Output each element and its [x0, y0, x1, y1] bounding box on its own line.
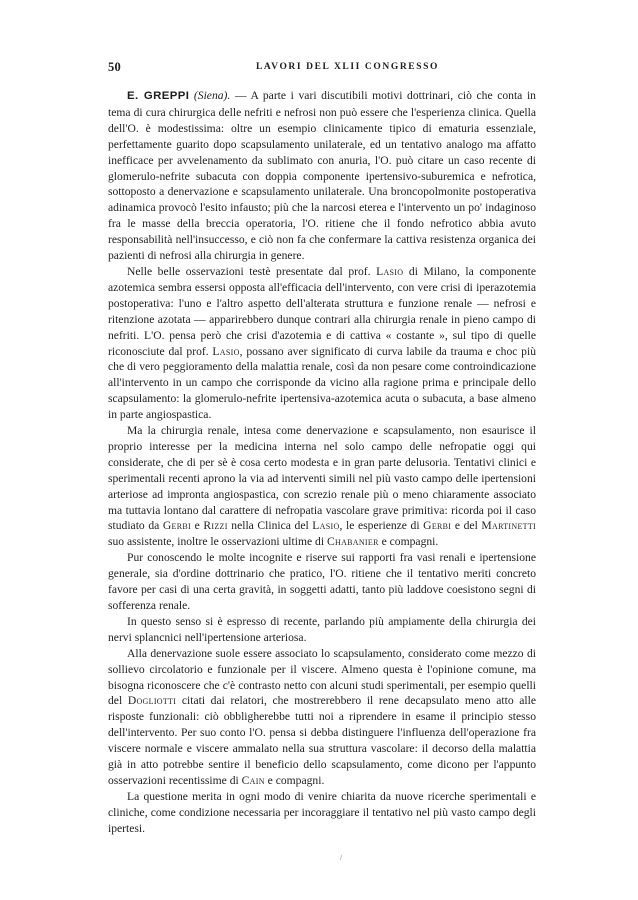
name-lasio: Lasio [312, 519, 340, 533]
text-run: , le esperienze di [339, 519, 424, 533]
text-run: suo assistente, inoltre le osservazioni ultime di [108, 535, 327, 549]
paragraph-2 [108, 264, 536, 423]
name-rizzi: Rizzi [203, 519, 228, 533]
name-lasio: Lasio [376, 264, 404, 278]
name-martinetti: Martinetti [481, 519, 536, 533]
text-run: Ma la chirurgia renale, intesa come denervazione e scapsulamento, non esaurisce il proprio interesse per la medicina interna nel solo campo delle nefropatie oggi qui considerate, che di per sè è cosa certo modesta e in gran parte delusoria. Tentativi clinici e sperimentali recenti aprono la via ad interventi simili nel più vasto campo delle ipertensioni arteriose ad impronta angiospastica, con screzio renale più o meno chiaramente associato ma tuttavia lontano dal carattere di nefropatia vascolare grave primitiva: ricorda poi il caso studiato da [108, 424, 536, 533]
footer-mark: / [340, 853, 343, 862]
page-number: 50 [108, 60, 122, 74]
text-run: e compagni. [378, 535, 439, 549]
text-run: , possano aver significato di curva labile da trauma e choc più che di vero peggioramento della malattia renale, così da non pesare come controindicazione all'intervento in un campo che corrisponde da vicino alla ragione prima e principale dello scapsulamento: la glomerulo-nefrite ipertensiva-azotemica acuta o subacuta, a base almeno in parte angiospastica. [108, 344, 537, 422]
name-lasio: Lasio [212, 344, 240, 358]
author-name: E. GREPPI [127, 90, 190, 102]
paragraph-3 [108, 423, 536, 550]
name-gerbi: Gerbi [423, 519, 452, 533]
name-cain: Cain [241, 773, 265, 787]
paragraph-5: In questo senso si è espresso di recente, parlando più ampiamente della chirurgia dei nervi splancnici nell'ipertensione arteriosa. [108, 614, 536, 644]
text-run: di Milano, la componente azotemica sembra essersi opposta all'efficacia dell'intervento, con vere crisi di iperazotemia postoperativa: l'uno e l'altro aspetto dell'alterata struttura e funzione renale — nefrosi e ritenzione azotata — apparirebbero dunque contrari alla chirurgia renale in pieno campo di nefriti. L'O. pensa però che crisi d'azotemia e di cattiva « costante », sul tipo di quelle riconosciute dal prof. [108, 264, 536, 358]
text-run: e [190, 519, 204, 533]
name-dogliotti: Dogliotti [127, 694, 177, 708]
page-header [108, 58, 536, 76]
paper-page [108, 58, 536, 837]
text-run: e compagni. [264, 773, 325, 787]
running-head: LAVORI DEL XLII CONGRESSO [256, 62, 439, 72]
text-run: Nelle belle osservazioni testè presentate dal prof. [127, 264, 377, 278]
text-run: nella Clinica del [227, 519, 313, 533]
author-location: (Siena). [193, 89, 231, 102]
name-gerbi: Gerbi [162, 519, 191, 533]
paragraph-7: La questione merita in ogni modo di venire chiarita da nuove ricerche sperimentali e cliniche, come condizione necessaria per incoraggiare il tentativo nel più vasto campo degli ipertesi. [108, 789, 536, 835]
paragraph-1 [108, 88, 536, 264]
body-text [108, 88, 536, 837]
paragraph-1-text: — A parte i vari discutibili motivi dottrinari, ciò che conta in tema di cura chirurgica delle nefriti e nefrosi non può essere che l'esperienza clinica. Quella dell'O. è modestissima: oltre un esempio clinicamente tipico di ematuria essenziale, perfettamente guarito dopo scapsulamento unilaterale, ed un tentativo analogo ma affatto inefficace per avvelenamento da sublimato con anuria, l'O. può citare un caso recente di glomerulo-nefrite subacuta con doppia componente ipertensivo-suburemica e nefrotica, sottoposto a denervazione e scapsulamento unilaterale. Una broncopolmonite postoperativa adinamica provocò l'esito infausto; più che la narcosi eterea e l'intervento un po' indaginoso fra le masse della breccia operatoria, l'O. ritiene che il fondo nefrotico abbia avuto responsabilità nell'insuccesso, e ciò non fa che confermare la cattiva resistenza organica dei pazienti di nefrosi alla chirurgia in genere. [108, 89, 536, 263]
text-run: e del [451, 519, 482, 533]
paragraph-4: Pur conoscendo le molte incognite e riserve sui rapporti fra vasi renali e ipertensione generale, sia d'ordine dottrinario che pratico, l'O. ritiene che il tentativo meriti concreto favore per casi di una certa gravità, in soggetti adatti, tanto più laddove coesistono segni di sofferenza renale. [108, 551, 536, 612]
name-chabanier: Chabanier [326, 535, 379, 549]
text-run: citati dai relatori, che mostrerebbero il rene decapsulato meno atto alle risposte funzionali: ciò obbligherebbe tutti noi a riprendere in esame il principio stesso dell'intervento. Per suo conto l'O. pensa si debba distinguere l'influenza dell'operazione fra viscere normale e viscere ammalato nella sua struttura vascolare: il decorso della malattia già in atto potrebbe sentire il beneficio dello scapsulamento, come dicono per l'appunto osservazioni recentissime di [108, 694, 537, 787]
paragraph-6 [108, 646, 536, 789]
text-run: Alla denervazione suole essere associato lo scapsulamento, considerato come mezzo di sollievo circolatorio e funzionale per il viscere. Almeno questa è l'opinione comune, ma bisogna riconoscere che c'è contrasto netto con alcuni studi sperimentali, per esempio quelli del [108, 646, 536, 708]
